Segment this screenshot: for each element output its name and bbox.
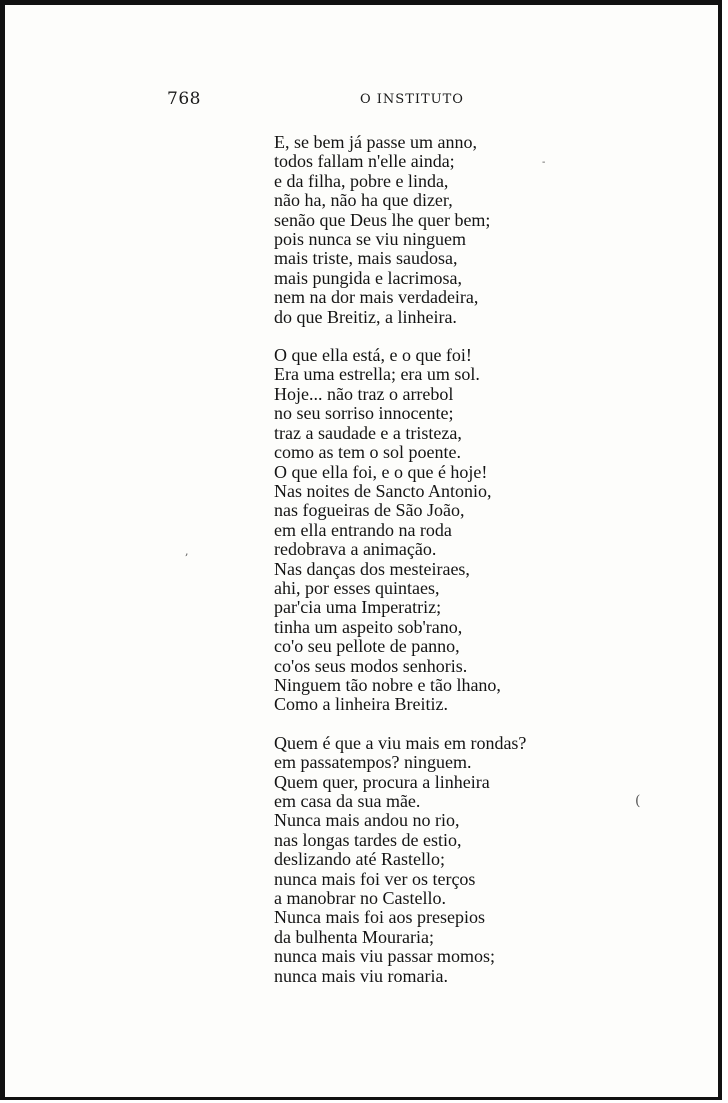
print-speck-decoration: ( [635, 793, 641, 809]
poem-line: em ella entrando na roda [274, 519, 452, 540]
poem-line: co'os seus modos senhoris. [274, 655, 468, 676]
poem-line: Quem quer, procura a linheira [274, 771, 490, 792]
poem-line: todos fallam n'elle ainda; [274, 151, 455, 172]
poem-line: a manobrar no Castello. [274, 888, 446, 909]
poem-line: e da filha, pobre e linda, [274, 170, 449, 191]
poem-line: par'cia uma Imperatriz; [274, 597, 442, 618]
poem-line: mais pungida e lacrimosa, [274, 267, 462, 288]
poem-line: senão que Deus lhe quer bem; [274, 209, 491, 230]
poem-line: em casa da sua mãe. [274, 791, 421, 811]
poem-line: Nunca mais andou no rio, [274, 810, 460, 831]
poem-line: Quem é que a viu mais em rondas? [274, 732, 527, 753]
poem-line: nem na dor mais verdadeira, [274, 287, 479, 308]
poem-line: traz a saudade e a tristeza, [274, 422, 462, 443]
stanza [274, 133, 574, 327]
poem-line: mais triste, mais saudosa, [274, 248, 458, 269]
poem-line: Era uma estrella; era um sol. [274, 364, 480, 385]
running-title: O INSTITUTO [360, 92, 464, 107]
poem-line: do que Breitiz, a linheira. [274, 306, 457, 327]
print-speck-decoration: - [542, 157, 546, 168]
stanza [274, 734, 574, 986]
print-speck-decoration: , [185, 545, 189, 558]
poem-line: ahi, por esses quintaes, [274, 577, 440, 598]
poem-line: pois nunca se viu ninguem [274, 229, 466, 250]
poem-line: Nunca mais foi aos presepios [274, 907, 485, 928]
poem-line: E, se bem já passe um anno, [274, 132, 477, 152]
poem-line: Como a linheira Breitiz. [274, 694, 448, 715]
poem-body [274, 133, 574, 986]
poem-line: co'o seu pellote de panno, [274, 636, 460, 657]
page-number: 768 [167, 89, 201, 109]
poem-line: nas longas tardes de estio, [274, 829, 462, 850]
poem-line: Nas danças dos mesteiraes, [274, 558, 470, 579]
poem-line: Ninguem tão nobre e tão lhano, [274, 674, 501, 695]
poem-line: em passatempos? ninguem. [274, 752, 472, 773]
poem-line: nunca mais foi ver os terços [274, 868, 476, 889]
poem-line: não ha, não ha que dizer, [274, 190, 453, 211]
poem-line: redobrava a animação. [274, 539, 437, 560]
poem-line: Hoje... não traz o arrebol [274, 383, 454, 404]
poem-line: no seu sorriso innocente; [274, 403, 454, 424]
poem-line: nunca mais viu romaria. [274, 965, 448, 986]
poem-line: nunca mais viu passar momos; [274, 946, 495, 967]
stanza [274, 346, 574, 715]
poem-line: O que ella foi, e o que é hoje! [274, 461, 488, 482]
poem-line: deslizando até Rastello; [274, 849, 445, 870]
poem-line: como as tem o sol poente. [274, 442, 461, 463]
poem-line: Nas noites de Sancto Antonio, [274, 480, 492, 501]
poem-line: nas fogueiras de São João, [274, 500, 465, 521]
page-header [5, 89, 718, 113]
poem-line: tinha um aspeito sob'rano, [274, 616, 463, 637]
poem-line: O que ella está, e o que foi! [274, 345, 472, 366]
poem-line: da bulhenta Mouraria; [274, 926, 434, 947]
